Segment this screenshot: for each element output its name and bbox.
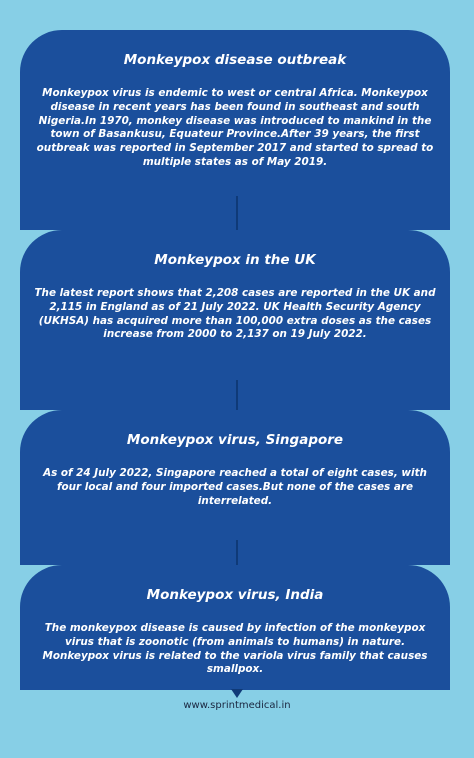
section-title: Monkeypox in the UK: [154, 252, 316, 268]
section-body: The monkeypox disease is caused by infection of the monkeypox virus that is zoonotic (from animals to humans) in nature. Monkeypox virus is related to the variola virus family that causes smallpox.: [42, 622, 428, 676]
footer-website: www.sprintmedical.in: [183, 700, 291, 711]
section-body: Monkeypox virus is endemic to west or central Africa. Monkeypox disease in recent years has been found in southeast and south Nigeria.In 1970, monkey disease was introduced to mankind in the town of Basankusu, Equateur Province.After 39 years, the first outbreak was reported in September 2017 and started to spread to multiple states as of May 2019.: [36, 87, 434, 168]
section-card-singapore: [20, 410, 450, 565]
section-body: The latest report shows that 2,208 cases are reported in the UK and 2,115 in England as of 21 July 2022. UK Health Security Agency (UKHSA) has acquired more than 100,000 extra doses as the cases increase from 2000 to 2,137 on 19 July 2022.: [34, 287, 436, 341]
connector-line: [236, 540, 238, 565]
connector-line: [236, 380, 238, 410]
section-title: Monkeypox virus, Singapore: [126, 432, 344, 448]
section-title: Monkeypox virus, India: [146, 587, 324, 603]
section-card-india: [20, 565, 450, 690]
section-title: Monkeypox disease outbreak: [123, 52, 347, 68]
section-body: As of 24 July 2022, Singapore reached a total of eight cases, with four local and four imported cases.But none of the cases are interrelated.: [43, 467, 427, 507]
section-card-outbreak: [20, 30, 450, 230]
connector-line: [236, 196, 238, 230]
section-card-uk: [20, 230, 450, 410]
